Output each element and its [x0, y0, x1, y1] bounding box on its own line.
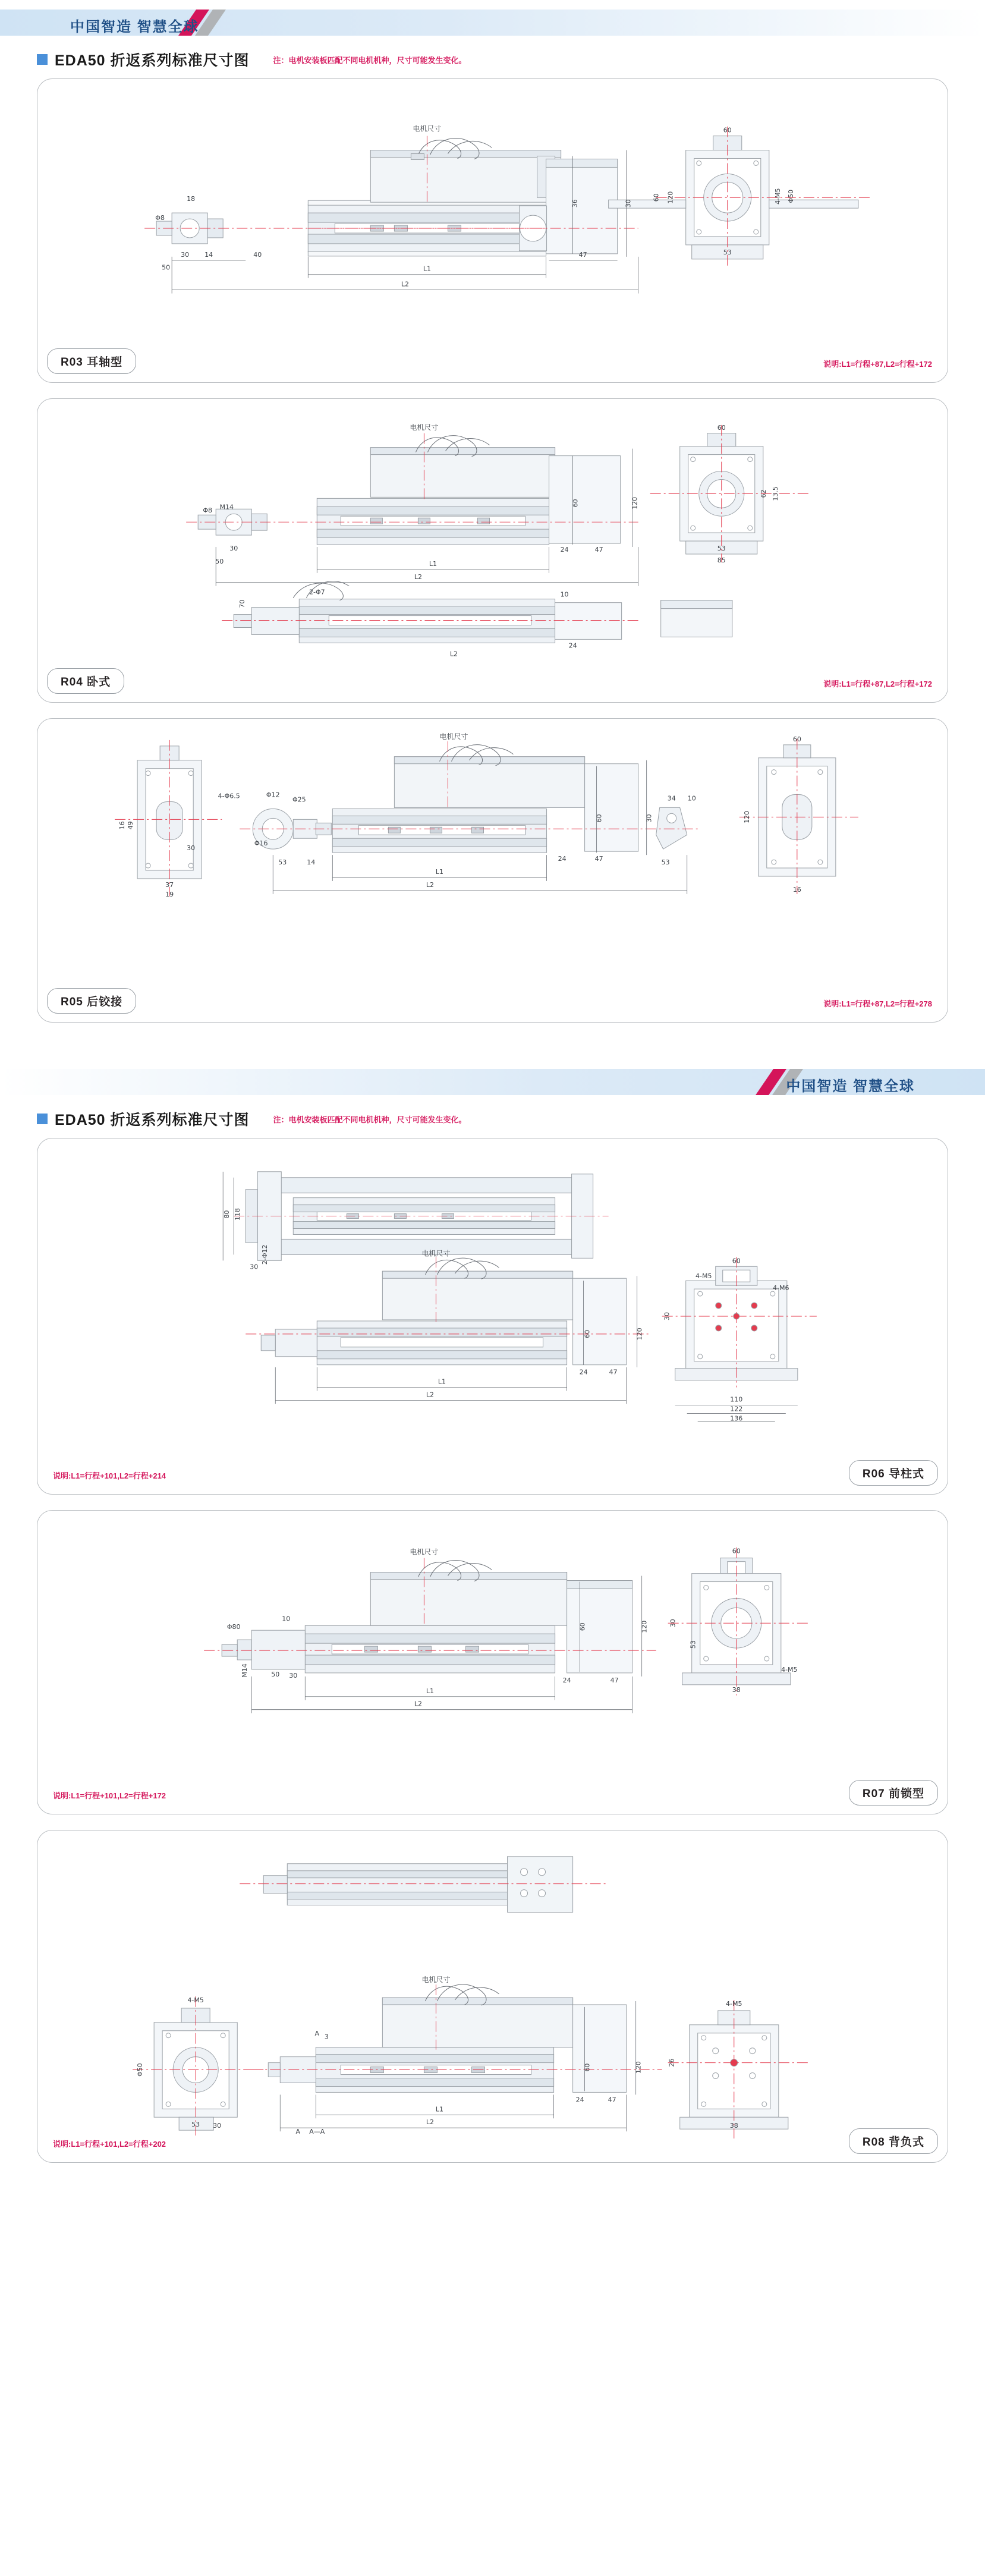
diagram-card-r04 — [37, 398, 948, 703]
svg-text:47: 47 — [594, 855, 603, 863]
svg-text:M14: M14 — [241, 1663, 249, 1678]
svg-text:Φ12: Φ12 — [266, 791, 280, 799]
svg-text:60: 60 — [717, 423, 726, 432]
svg-text:60: 60 — [583, 1329, 591, 1338]
svg-text:26: 26 — [668, 2058, 676, 2067]
svg-text:120: 120 — [666, 191, 675, 204]
card-label-r06: R06 导柱式 — [849, 1460, 938, 1486]
svg-text:2-Φ12: 2-Φ12 — [261, 1244, 269, 1265]
svg-text:30: 30 — [250, 1263, 259, 1271]
card-note-r05: 说明:L1=行程+87,L2=行程+278 — [823, 999, 932, 1008]
svg-text:85: 85 — [717, 556, 726, 564]
page1-section-title — [37, 45, 985, 74]
svg-text:24: 24 — [575, 2096, 584, 2104]
svg-text:30: 30 — [645, 814, 653, 823]
card-label-r07: R07 前锁型 — [849, 1780, 938, 1806]
drawing-r05 — [37, 719, 948, 1022]
svg-text:Φ8: Φ8 — [155, 214, 165, 222]
svg-text:A—A: A—A — [309, 2128, 325, 2136]
page-1 — [0, 0, 985, 1023]
title-bullet-square-2 — [37, 1114, 48, 1124]
svg-text:60: 60 — [578, 1622, 587, 1631]
svg-text:14: 14 — [307, 858, 316, 867]
svg-text:53: 53 — [661, 858, 670, 867]
svg-text:10: 10 — [282, 1615, 291, 1623]
svg-text:36: 36 — [571, 199, 579, 208]
svg-text:L2: L2 — [414, 573, 422, 581]
svg-text:47: 47 — [578, 250, 587, 259]
svg-text:18: 18 — [187, 195, 196, 203]
svg-text:L1: L1 — [429, 559, 437, 568]
svg-text:50: 50 — [271, 1670, 280, 1678]
svg-text:3: 3 — [324, 2033, 329, 2041]
svg-text:53: 53 — [689, 1640, 697, 1649]
svg-text:53: 53 — [191, 2121, 200, 2129]
page2-cards — [37, 1138, 948, 2163]
svg-text:Φ8: Φ8 — [203, 507, 213, 515]
drawing-r03 — [37, 79, 948, 382]
svg-text:60: 60 — [732, 1547, 741, 1555]
svg-text:47: 47 — [610, 1676, 619, 1684]
svg-text:L2: L2 — [414, 1700, 422, 1708]
page2-section-title — [37, 1105, 985, 1133]
page1-header — [0, 0, 985, 45]
svg-text:24: 24 — [558, 855, 567, 863]
diagram-card-r05 — [37, 718, 948, 1023]
svg-text:16: 16 — [118, 821, 127, 830]
card-label-r05: R05 后铰接 — [47, 988, 136, 1014]
svg-text:4-M6: 4-M6 — [773, 1284, 789, 1292]
diagram-card-r06 — [37, 1138, 948, 1495]
svg-text:47: 47 — [609, 1368, 618, 1376]
svg-text:L2: L2 — [426, 880, 434, 889]
svg-text:L2: L2 — [426, 2118, 434, 2127]
svg-text:10: 10 — [687, 794, 696, 803]
svg-text:120: 120 — [631, 496, 639, 509]
svg-text:62: 62 — [759, 489, 767, 498]
brand-slogan-2: 中国智造 智慧全球 — [786, 1078, 915, 1094]
svg-text:M14: M14 — [219, 503, 234, 511]
svg-text:A: A — [295, 2128, 301, 2136]
card-note-r06: 说明:L1=行程+101,L2=行程+214 — [53, 1471, 166, 1480]
svg-text:60: 60 — [732, 1257, 741, 1265]
svg-text:24: 24 — [560, 546, 569, 553]
svg-text:118: 118 — [234, 1208, 242, 1221]
drawing-r06 — [37, 1138, 948, 1494]
svg-text:24: 24 — [579, 1368, 588, 1376]
svg-text:4-M5: 4-M5 — [781, 1665, 798, 1674]
svg-text:50: 50 — [162, 263, 171, 272]
svg-text:L1: L1 — [423, 265, 431, 273]
brand-slogan: 中国智造 智慧全球 — [70, 19, 199, 35]
card-note-r03: 说明:L1=行程+87,L2=行程+172 — [823, 360, 932, 369]
svg-text:10: 10 — [560, 590, 569, 599]
title-note-2: 注：电机安装板匹配不同电机机种，尺寸可能发生变化。 — [273, 1115, 467, 1124]
svg-text:60: 60 — [583, 2063, 591, 2072]
svg-text:122: 122 — [730, 1405, 743, 1413]
svg-text:L2: L2 — [426, 1391, 434, 1399]
card-note-r07: 说明:L1=行程+101,L2=行程+172 — [53, 1791, 166, 1800]
svg-text:37: 37 — [165, 880, 174, 889]
svg-text:Φ50: Φ50 — [786, 189, 795, 203]
svg-text:4-M5: 4-M5 — [696, 1272, 712, 1281]
svg-text:38: 38 — [729, 2122, 738, 2130]
svg-text:4-Φ6.5: 4-Φ6.5 — [218, 792, 240, 800]
svg-text:60: 60 — [723, 126, 732, 134]
motor-caption-r08: 电机尺寸 — [421, 1976, 451, 1984]
svg-text:70: 70 — [238, 599, 247, 608]
svg-text:16: 16 — [792, 885, 801, 894]
svg-text:30: 30 — [229, 545, 238, 552]
svg-text:47: 47 — [608, 2096, 616, 2104]
svg-text:4-M5: 4-M5 — [726, 1999, 742, 2008]
svg-text:30: 30 — [663, 1312, 671, 1320]
svg-text:53: 53 — [278, 858, 287, 867]
motor-caption-r06: 电机尺寸 — [421, 1249, 451, 1258]
svg-text:110: 110 — [730, 1395, 743, 1404]
svg-text:L1: L1 — [426, 1687, 434, 1695]
svg-text:50: 50 — [215, 557, 224, 565]
svg-text:60: 60 — [652, 193, 660, 202]
card-note-r08: 说明:L1=行程+101,L2=行程+202 — [53, 2140, 166, 2149]
motor-caption-r03: 电机尺寸 — [413, 124, 442, 133]
svg-text:30: 30 — [669, 1619, 677, 1628]
drawing-r04 — [37, 399, 948, 702]
svg-text:L1: L1 — [435, 2105, 444, 2113]
svg-text:4-M5: 4-M5 — [187, 1996, 204, 2004]
card-label-r04: R04 卧式 — [47, 668, 124, 694]
svg-text:L2: L2 — [401, 280, 409, 288]
page-2 — [0, 1059, 985, 2163]
svg-text:14: 14 — [204, 250, 213, 259]
svg-text:4-M5: 4-M5 — [773, 188, 782, 205]
title-bullet-square — [37, 54, 48, 65]
page1-cards — [37, 78, 948, 1023]
page-separator — [0, 1038, 985, 1059]
svg-text:60: 60 — [792, 735, 801, 743]
svg-text:19: 19 — [165, 890, 174, 898]
title-note: 注：电机安装板匹配不同电机机种，尺寸可能发生变化。 — [273, 55, 467, 65]
card-note-r04: 说明:L1=行程+87,L2=行程+172 — [823, 680, 932, 688]
svg-text:L1: L1 — [435, 867, 444, 876]
svg-text:136: 136 — [730, 1414, 743, 1423]
svg-text:120: 120 — [635, 1328, 644, 1341]
svg-text:60: 60 — [571, 499, 580, 508]
svg-text:24: 24 — [568, 641, 577, 650]
svg-text:Φ25: Φ25 — [292, 795, 306, 804]
card-label-r08: R08 背负式 — [849, 2128, 938, 2154]
drawing-r07 — [37, 1511, 948, 1814]
svg-text:Φ16: Φ16 — [254, 839, 268, 848]
svg-text:53: 53 — [717, 545, 726, 552]
drawing-r08 — [37, 1830, 948, 2162]
diagram-card-r07 — [37, 1510, 948, 1814]
svg-text:53: 53 — [723, 248, 732, 256]
svg-text:24: 24 — [562, 1676, 571, 1684]
svg-text:2-Φ7: 2-Φ7 — [309, 588, 325, 596]
page2-header — [0, 1059, 985, 1105]
svg-text:30: 30 — [624, 199, 632, 208]
svg-text:30: 30 — [187, 844, 196, 853]
svg-text:40: 40 — [253, 250, 262, 259]
svg-text:13.5: 13.5 — [771, 486, 779, 501]
motor-caption-r07: 电机尺寸 — [410, 1548, 439, 1556]
svg-text:120: 120 — [634, 2061, 643, 2074]
page-title-2: EDA50 折返系列标准尺寸图 — [55, 1112, 250, 1128]
svg-text:120: 120 — [742, 810, 751, 823]
svg-text:38: 38 — [732, 1685, 741, 1694]
svg-text:60: 60 — [595, 814, 603, 823]
card-label-r03: R03 耳轴型 — [47, 348, 136, 374]
svg-text:L1: L1 — [438, 1377, 446, 1386]
svg-text:L2: L2 — [449, 650, 458, 658]
diagram-card-r08 — [37, 1830, 948, 2163]
svg-text:30: 30 — [213, 2122, 222, 2130]
motor-caption-r04: 电机尺寸 — [410, 423, 439, 432]
svg-text:Φ50: Φ50 — [136, 2063, 144, 2077]
svg-text:49: 49 — [127, 821, 135, 830]
svg-text:Φ80: Φ80 — [226, 1623, 241, 1631]
svg-text:80: 80 — [223, 1210, 231, 1219]
page-title: EDA50 折返系列标准尺寸图 — [55, 52, 250, 69]
svg-text:120: 120 — [640, 1620, 649, 1633]
svg-text:30: 30 — [181, 250, 190, 259]
svg-text:A: A — [314, 2029, 320, 2037]
svg-text:47: 47 — [594, 546, 603, 553]
svg-text:34: 34 — [667, 794, 676, 803]
svg-text:30: 30 — [289, 1671, 298, 1679]
diagram-card-r03 — [37, 78, 948, 383]
motor-caption-r05: 电机尺寸 — [439, 732, 468, 741]
